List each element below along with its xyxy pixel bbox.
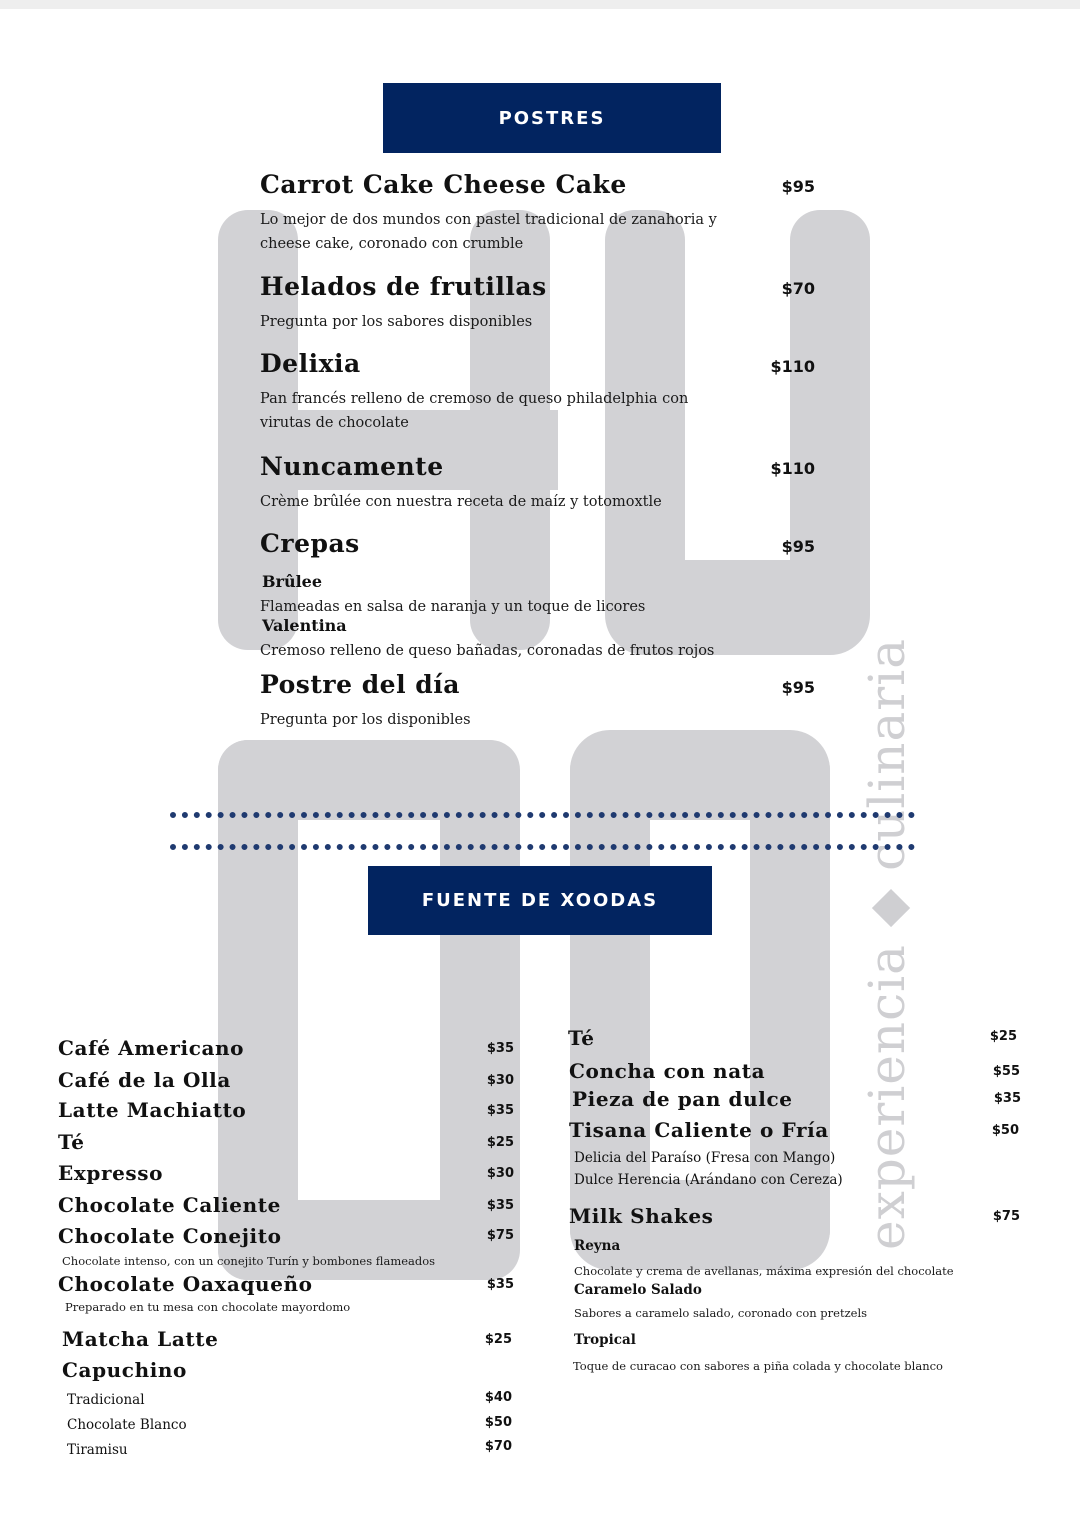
drink-name: Chocolate Oaxaqueño: [58, 1272, 313, 1296]
crepa-option-name: Brûlee: [262, 572, 323, 591]
dessert-name: Carrot Cake Cheese Cake: [260, 170, 627, 199]
fuente-banner: [368, 866, 712, 935]
dessert-name: Nuncamente: [260, 452, 444, 481]
capuchino-option: Tiramisu: [67, 1442, 128, 1458]
dessert-name: Delixia: [260, 349, 361, 378]
drink-price: $25: [989, 1029, 1017, 1044]
dessert-price: $95: [781, 177, 815, 196]
drink-desc: Preparado en tu mesa con chocolate mayordomo: [65, 1300, 351, 1314]
drink-price: $25: [486, 1135, 514, 1150]
shake-option-desc: Sabores a caramelo salado, coronado con pretzels: [574, 1306, 868, 1320]
drink-name: Chocolate Caliente: [58, 1193, 281, 1217]
drink-price: $75: [992, 1209, 1020, 1224]
dessert-desc: Lo mejor de dos mundos con pastel tradicional de zanahoria y cheese cake, coronado con crumble: [260, 212, 717, 252]
dessert-name: Postre del día: [260, 670, 460, 699]
drink-price: $35: [486, 1277, 514, 1292]
capuchino-option: Tradicional: [67, 1392, 145, 1408]
drink-name: Concha con nata: [569, 1059, 766, 1083]
dessert-price: $95: [781, 537, 815, 556]
shake-option-desc: Chocolate y crema de avellanas, máxima expresión del chocolate: [574, 1264, 954, 1278]
dessert-name: Crepas: [260, 529, 360, 558]
drink-name: Chocolate Conejito: [58, 1224, 282, 1248]
dessert-desc: Pregunta por los sabores disponibles: [260, 314, 533, 330]
crepa-option-desc: Cremoso relleno de queso bañadas, coronadas de frutos rojos: [260, 643, 715, 659]
drink-price: $30: [486, 1166, 514, 1181]
drink-name: Tisana Caliente o Fría: [569, 1118, 829, 1142]
dessert-desc: Crème brûlée con nuestra receta de maíz y totomoxtle: [260, 494, 662, 510]
capuchino-option-price: $40: [484, 1390, 512, 1405]
shake-option-name: Tropical: [574, 1332, 636, 1348]
drink-name: Capuchino: [62, 1358, 187, 1382]
top-edge: [0, 0, 1080, 9]
postres-title: POSTRES: [498, 107, 606, 129]
watermark-tagline: experiencia ◆ culinaria: [858, 637, 916, 1250]
tisana-option: Dulce Herencia (Arándano con Cereza): [574, 1172, 843, 1188]
capuchino-option-price: $70: [484, 1439, 512, 1454]
drink-price: $30: [486, 1073, 514, 1088]
postres-banner: [383, 83, 721, 153]
dotted-divider: [170, 812, 915, 818]
drink-price: $25: [484, 1332, 512, 1347]
dessert-price: $95: [781, 678, 815, 697]
shake-option-desc: Toque de curacao con sabores a piña colada y chocolate blanco: [573, 1359, 943, 1373]
dessert-price: $110: [770, 357, 815, 376]
drink-name: Milk Shakes: [569, 1204, 714, 1228]
dotted-divider: [170, 844, 915, 850]
drink-name: Matcha Latte: [62, 1327, 219, 1351]
drink-name: Latte Machiatto: [58, 1098, 247, 1122]
drink-price: $75: [486, 1228, 514, 1243]
drink-price: $35: [486, 1041, 514, 1056]
dessert-desc: Pan francés relleno de cremoso de queso philadelphia con virutas de chocolate: [260, 391, 689, 431]
capuchino-option-price: $50: [484, 1415, 512, 1430]
dessert-price: $110: [770, 459, 815, 478]
crepa-option-name: Valentina: [262, 616, 347, 635]
crepa-option-desc: Flameadas en salsa de naranja y un toque de licores: [260, 599, 646, 615]
dessert-name: Helados de frutillas: [260, 272, 547, 301]
dessert-price: $70: [781, 279, 815, 298]
shake-option-name: Caramelo Salado: [574, 1282, 702, 1298]
drink-price: $35: [993, 1091, 1021, 1106]
drink-name: Expresso: [58, 1161, 164, 1185]
drink-name: Café Americano: [58, 1036, 245, 1060]
drink-desc: Chocolate intenso, con un conejito Turín y bombones flameados: [62, 1254, 436, 1268]
capuchino-option: Chocolate Blanco: [67, 1417, 187, 1433]
drink-price: $35: [486, 1103, 514, 1118]
dessert-desc: Pregunta por los disponibles: [260, 712, 471, 728]
fuente-title: FUENTE DE XOODAS: [421, 890, 659, 911]
shake-option-name: Reyna: [574, 1238, 621, 1254]
drink-price: $50: [991, 1123, 1019, 1138]
drink-name: Café de la Olla: [58, 1068, 231, 1092]
drink-name: Té: [58, 1130, 85, 1154]
drink-price: $55: [992, 1064, 1020, 1079]
tisana-option: Delicia del Paraíso (Fresa con Mango): [574, 1150, 836, 1166]
drink-name: Pieza de pan dulce: [572, 1087, 793, 1111]
drink-name: Té: [568, 1026, 595, 1050]
drink-price: $35: [486, 1198, 514, 1213]
